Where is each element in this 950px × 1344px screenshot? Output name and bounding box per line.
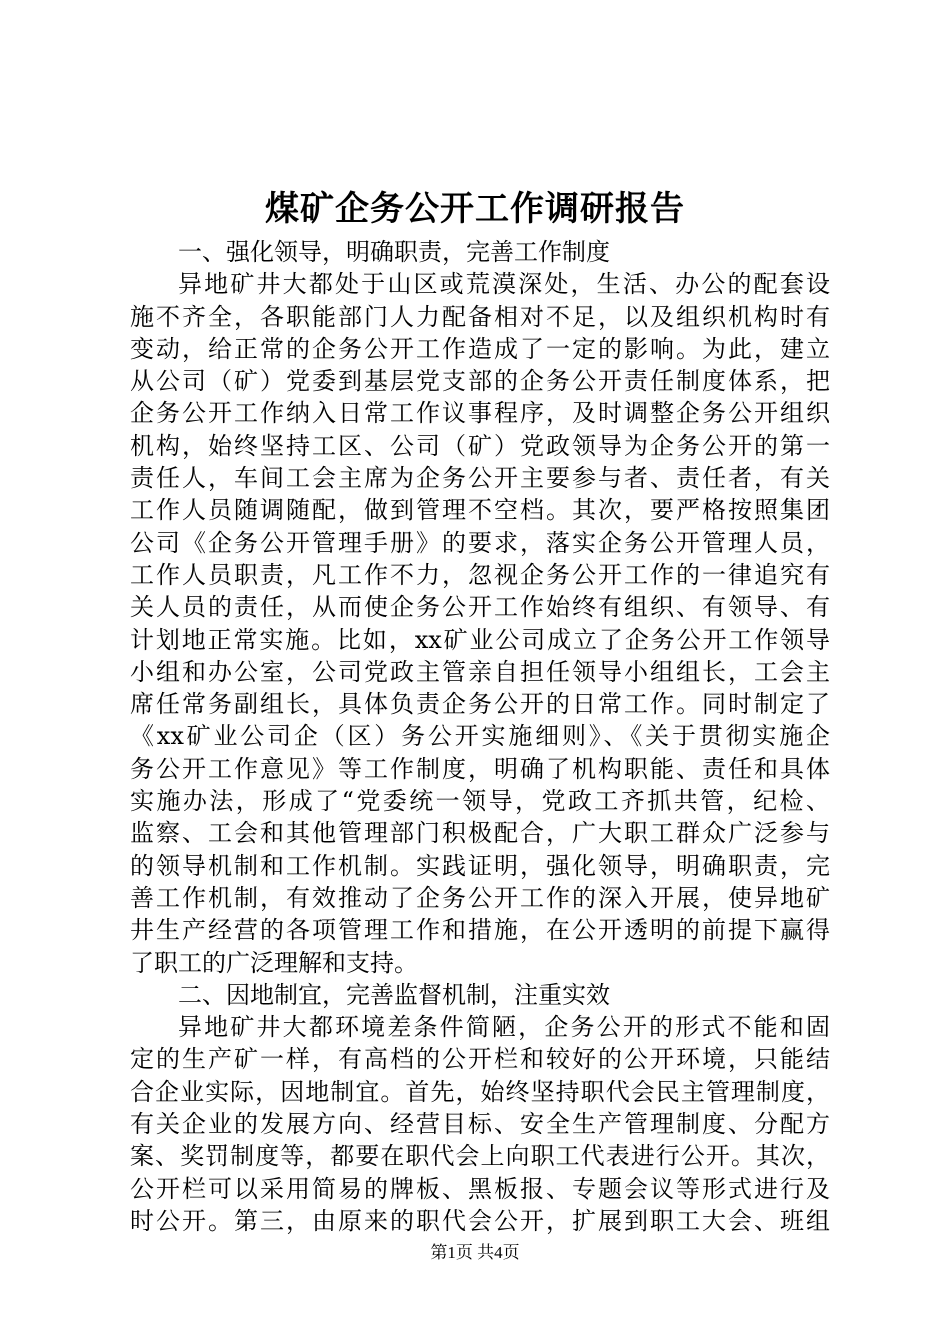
text-line: 井生产经营的各项管理工作和措施，在公开透明的前提下赢得 — [130, 916, 830, 945]
text-line: 机构，始终坚持工区、公司（矿）党政领导为企务公开的第一 — [130, 431, 830, 460]
text-line: 《xx矿业公司企（区）务公开实施细则》、《关于贯彻实施企 — [130, 722, 830, 751]
text-line: 异地矿井大都环境差条件简陋，企务公开的形式不能和固 — [178, 1013, 830, 1042]
text-line: 了职工的广泛理解和支持。 — [130, 948, 418, 977]
text-line: 异地矿井大都处于山区或荒漠深处，生活、办公的配套设 — [178, 270, 830, 299]
text-line: 小组和办公室，公司党政主管亲自担任领导小组组长，工会主 — [130, 657, 830, 686]
text-line: 有关企业的发展方向、经营目标、安全生产管理制度、分配方 — [130, 1110, 830, 1139]
text-line: 施不齐全，各职能部门人力配备相对不足，以及组织机构时有 — [130, 302, 830, 331]
page-footer: 第1页 共4页 — [430, 1243, 520, 1262]
text-line: 务公开工作意见》等工作制度，明确了机构职能、责任和具体 — [130, 754, 830, 783]
text-line: 时公开。第三，由原来的职代会公开，扩展到职工大会、班组 — [130, 1206, 830, 1235]
text-line: 工作人员随调随配，做到管理不空档。其次，要严格按照集团 — [130, 496, 830, 525]
text-line: 定的生产矿一样，有高档的公开栏和较好的公开环境，只能结 — [130, 1045, 830, 1074]
text-line: 案、奖罚制度等，都要在职代会上向职工代表进行公开。其次， — [130, 1142, 830, 1171]
text-line: 合企业实际，因地制宜。首先，始终坚持职代会民主管理制度， — [130, 1077, 830, 1106]
text-line: 责任人，车间工会主席为企务公开主要参与者、责任者，有关 — [130, 464, 830, 493]
text-line: 关人员的责任，从而使企务公开工作始终有组织、有领导、有 — [130, 593, 830, 622]
text-line: 工作人员职责，凡工作不力，忽视企务公开工作的一律追究有 — [130, 560, 830, 589]
text-line: 一、强化领导，明确职责，完善工作制度 — [178, 238, 610, 266]
text-line: 席任常务副组长，具体负责企务公开的日常工作。同时制定了 — [130, 690, 830, 719]
text-line: 从公司（矿）党委到基层党支部的企务公开责任制度体系，把 — [130, 367, 830, 396]
text-line: 善工作机制，有效推动了企务公开工作的深入开展，使异地矿 — [130, 883, 830, 912]
document-body — [130, 236, 830, 1237]
text-line: 计划地正常实施。比如，xx矿业公司成立了企务公开工作领导 — [130, 625, 830, 654]
text-line: 公开栏可以采用简易的牌板、黑板报、专题会议等形式进行及 — [130, 1174, 830, 1203]
text-line: 实施办法，形成了“党委统一领导，党政工齐抓共管，纪检、 — [130, 787, 830, 816]
text-line: 企务公开工作纳入日常工作议事程序，及时调整企务公开组织 — [130, 399, 830, 428]
text-line: 二、因地制宜，完善监督机制，注重实效 — [178, 980, 610, 1009]
text-line: 变动，给正常的企务公开工作造成了一定的影响。为此，建立 — [130, 334, 830, 363]
document-title: 煤矿企务公开工作调研报告 — [265, 189, 685, 229]
text-line: 公司《企务公开管理手册》的要求，落实企务公开管理人员， — [130, 528, 830, 557]
text-line: 监察、工会和其他管理部门积极配合，广大职工群众广泛参与 — [130, 819, 830, 848]
text-line: 的领导机制和工作机制。实践证明，强化领导，明确职责，完 — [130, 851, 830, 880]
